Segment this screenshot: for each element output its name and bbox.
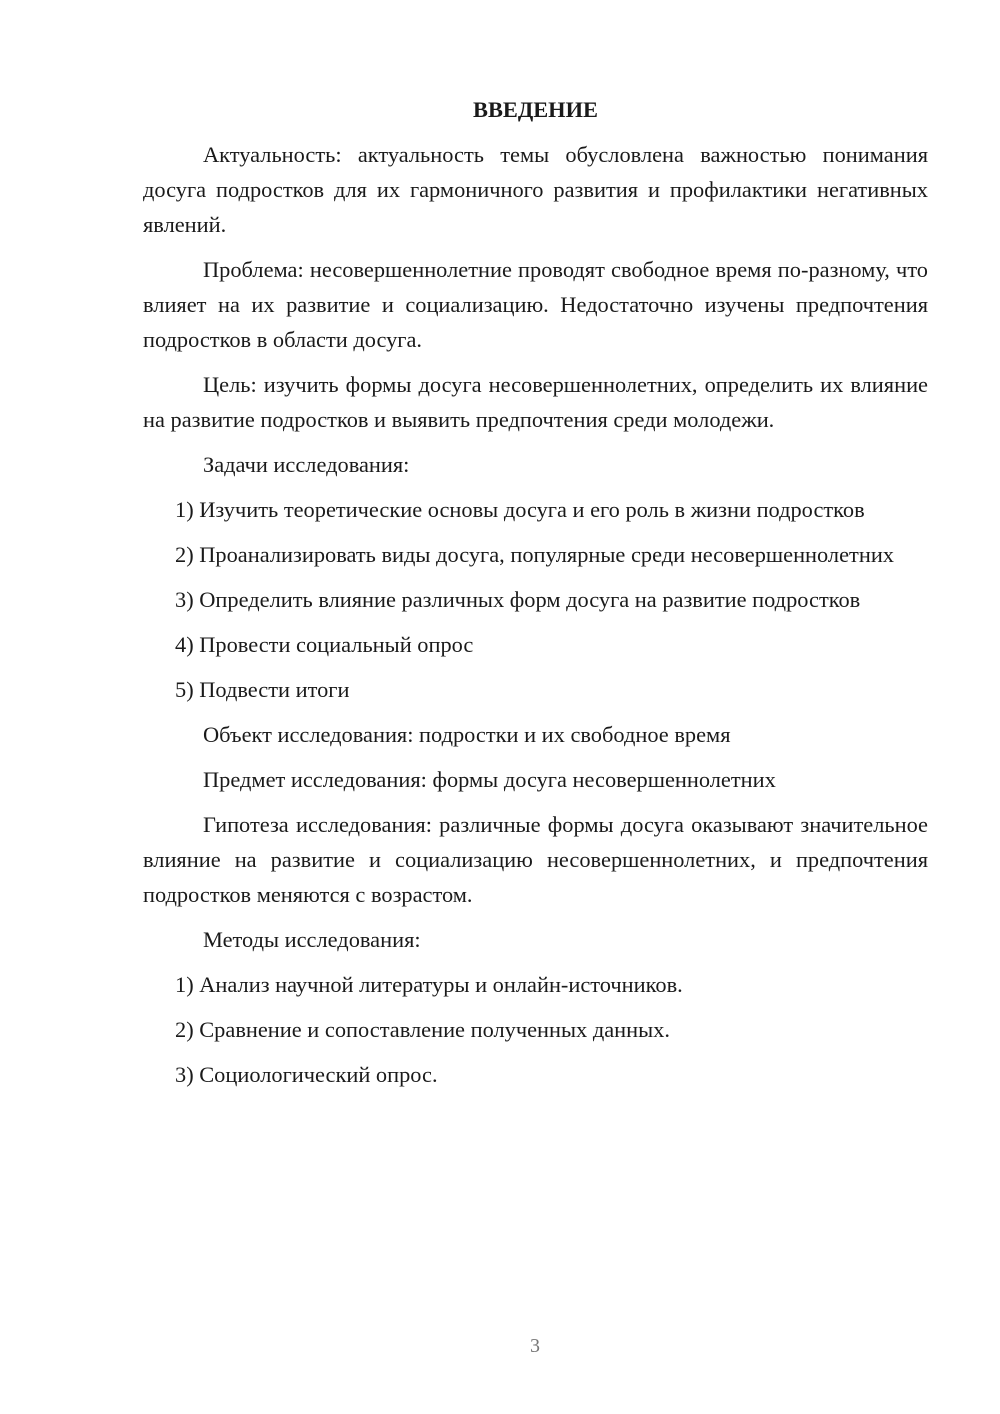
task-item-4: 4) Провести социальный опрос xyxy=(175,632,474,657)
page-number: 3 xyxy=(530,1335,540,1357)
page-title: ВВЕДЕНИЕ xyxy=(473,97,598,122)
methods-heading: Методы исследования: xyxy=(203,927,421,952)
goal-paragraph: Цель: изучить формы досуга несовершеннолетних, определить их влияние на развитие подростков и выявить предпочтения среди молодежи. xyxy=(143,372,928,432)
tasks-heading: Задачи исследования: xyxy=(203,452,410,477)
task-item-5: 5) Подвести итоги xyxy=(175,677,350,702)
method-item-2: 2) Сравнение и сопоставление полученных данных. xyxy=(175,1017,670,1042)
subject-paragraph: Предмет исследования: формы досуга несовершеннолетних xyxy=(203,767,776,792)
object-paragraph: Объект исследования: подростки и их свободное время xyxy=(203,722,731,747)
method-item-3: 3) Социологический опрос. xyxy=(175,1062,438,1087)
problem-paragraph: Проблема: несовершеннолетние проводят свободное время по-разному, что влияет на их развитие и социализацию. Недостаточно изучены предпочтения подростков в области досуга. xyxy=(143,257,928,352)
task-item-1: 1) Изучить теоретические основы досуга и его роль в жизни подростков xyxy=(175,497,865,522)
hypothesis-paragraph: Гипотеза исследования: различные формы досуга оказывают значительное влияние на развитие и социализацию несовершеннолетних, и предпочтения подростков меняются с возрастом. xyxy=(143,812,928,907)
task-item-3: 3) Определить влияние различных форм досуга на развитие подростков xyxy=(175,587,861,612)
task-item-2: 2) Проанализировать виды досуга, популярные среди несовершеннолетних xyxy=(175,542,894,567)
relevance-paragraph: Актуальность: актуальность темы обусловлена важностью понимания досуга подростков для их гармоничного развития и профилактики негативных явлений. xyxy=(143,142,928,237)
method-item-1: 1) Анализ научной литературы и онлайн-источников. xyxy=(175,972,683,997)
page-content xyxy=(143,92,928,1102)
